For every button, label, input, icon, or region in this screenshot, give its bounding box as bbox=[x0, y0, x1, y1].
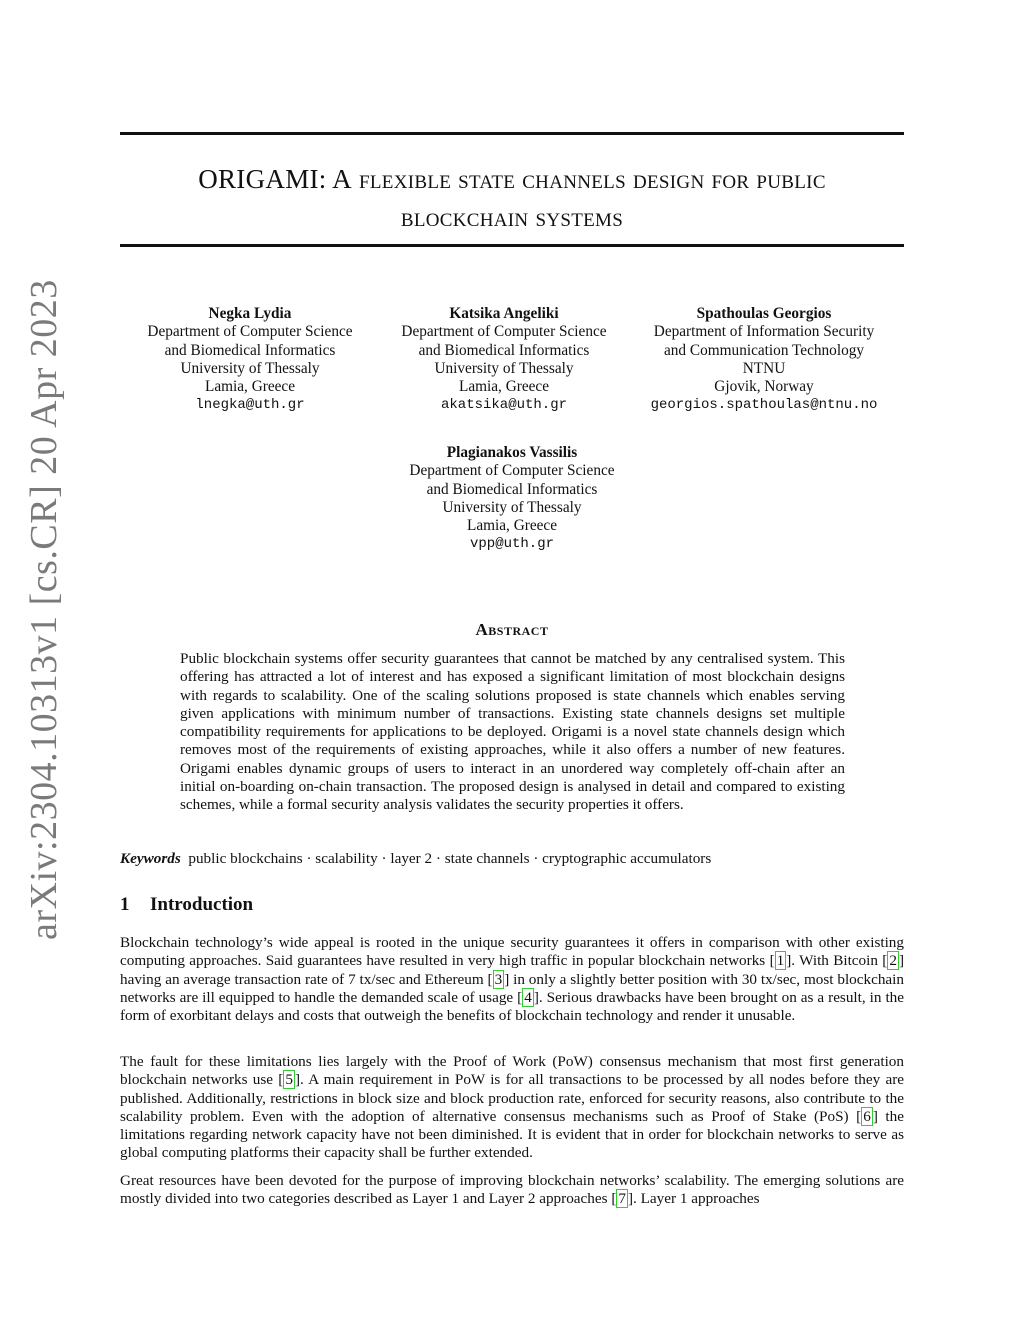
citation-link[interactable]: 5 bbox=[285, 1071, 293, 1089]
author-name: Katsika Angeliki bbox=[449, 305, 559, 322]
abstract-text: Public blockchain systems offer security guarantees that cannot be matched by any centralised system. This offering has attracted a lot of interest and has exposed a significant limitation of most blockchain designs with regards to scalability. One of the scaling solutions proposed is state channels which enables serving given applications with minimum number of transactions. Existing state channels designs set multiple compatibility requirements for applications to be deployed. Origami is a novel state channels design which removes most of the requirements of existing approaches, while it also offers a number of new features. Origami enables dynamic groups of users to interact in an unordered way completely off-chain after an initial on-boarding on-chain transaction. The proposed design is analysed in detail and compared to existing schemes, while a formal security analysis validates the security properties it offers. bbox=[180, 650, 845, 814]
author-city: Lamia, Greece bbox=[458, 378, 550, 396]
para-text: the limitations regarding network capacity have not been diminished. It is evident that in order for blockchain networks to serve as global computing platforms their capacity shall be further extended. bbox=[120, 1107, 904, 1162]
paper-title bbox=[120, 160, 904, 236]
keywords-label: Keywords bbox=[120, 850, 181, 867]
citation-link[interactable]: 2 bbox=[889, 952, 897, 970]
citation-link[interactable]: 3 bbox=[494, 970, 503, 988]
author-dept: and Biomedical Informatics bbox=[426, 480, 598, 498]
para-text: . Serious drawbacks have been brought on as a result, in the form of exorbitant delays and costs that outweigh the benefits of blockchain technology and render it unusable. bbox=[120, 988, 904, 1025]
para-text: having an average transaction rate of 7 tx/sec and Ethereum bbox=[120, 970, 488, 988]
title-lead: ORIGAMI: A bbox=[198, 164, 352, 194]
title-rest-line1: flexible state channels design for public bbox=[351, 164, 826, 194]
para-text: . Layer 1 approaches bbox=[633, 1190, 760, 1208]
section-heading bbox=[120, 894, 253, 916]
author-univ: University of Thessaly bbox=[442, 498, 582, 516]
author-name: Spathoulas Georgios bbox=[696, 305, 832, 322]
author-univ: University of Thessaly bbox=[180, 359, 320, 377]
citation-link[interactable]: 6 bbox=[863, 1107, 871, 1125]
author-dept: and Communication Technology bbox=[663, 341, 865, 359]
keywords-line bbox=[120, 850, 711, 868]
author-block bbox=[634, 305, 894, 415]
author-univ: University of Thessaly bbox=[434, 359, 574, 377]
author-city: Lamia, Greece bbox=[466, 517, 558, 535]
author-dept: Department of Computer Science bbox=[147, 323, 353, 341]
author-name: Negka Lydia bbox=[208, 305, 292, 322]
author-email[interactable]: lnegka@uth.gr bbox=[195, 397, 305, 414]
author-univ: NTNU bbox=[742, 359, 786, 377]
author-city: Gjovik, Norway bbox=[714, 378, 814, 396]
para-text: Blockchain technology’s wide appeal is rooted in the unique security guarantees it offers in comparison with other existing computing approaches. Said guarantees have resulted in very high traffic in popular blockchain networks bbox=[120, 934, 904, 970]
author-dept: Department of Information Security bbox=[653, 323, 875, 341]
author-block bbox=[382, 444, 642, 554]
intro-paragraph-2: The fault for these limitations lies largely with the Proof of Work (PoW) consensus mechanism that most first generation blockchain networks use [ 5 ]. A main requirement in PoW is for all transactions to be processed by all nodes before they are published. Additionally, restrictions in block size and block production rate, enforced for security reasons, also contribute to the scalability problem. Even with the adoption of alternative consensus mechanisms such as Proof of Stake (PoS) [ 6 ] the limitations regarding network capacity have not been diminished. It is evident that in order for blockchain networks to serve as global computing platforms their capacity shall be further extended. bbox=[120, 1053, 904, 1162]
intro-paragraph-3: Great resources have been devoted for the purpose of improving blockchain networks’ scalability. The emerging solutions are mostly divided into two categories described as Layer 1 and Layer 2 approaches [ 7 ]. Layer 1 approaches bbox=[120, 1172, 904, 1208]
section-title: Introduction bbox=[150, 894, 254, 915]
author-email[interactable]: akatsika@uth.gr bbox=[440, 397, 568, 414]
title-rule-bottom bbox=[120, 244, 904, 247]
para-text: . A main requirement in PoW is for all transactions to be processed by all nodes before they are published. Additionally, restrictions in block size and block production rate, enforced for security reasons, also contribute to the scalability problem. Even with the adoption of alternative consensus mechanisms such as Proof of Stake (PoS) bbox=[120, 1071, 904, 1125]
author-block bbox=[374, 305, 634, 415]
author-dept: Department of Computer Science bbox=[409, 462, 615, 480]
title-line2: blockchain systems bbox=[400, 202, 624, 232]
author-name: Plagianakos Vassilis bbox=[446, 444, 578, 461]
para-text: The fault for these limitations lies largely with the Proof of Work (PoW) consensus mechanism that most first generation blockchain networks use bbox=[120, 1053, 904, 1089]
intro-paragraph-1: Blockchain technology’s wide appeal is rooted in the unique security guarantees it offers in comparison with other existing computing approaches. Said guarantees have resulted in very high traffic in popular blockchain networks [ 1 ]. With Bitcoin [ 2 ] having an average transaction rate of 7 tx/sec and Ethereum [ 3 ] in only a slightly better position with 30 tx/sec, most blockchain networks are ill equipped to handle the demanded scale of usage [ 4 ]. Serious drawbacks have been brought on as a result, in the form of exorbitant delays and costs that outweigh the benefits of blockchain technology and render it unusable. bbox=[120, 934, 904, 1025]
keywords-text: public blockchains · scalability · layer 2 · state channels · cryptographic accumulators bbox=[188, 850, 712, 867]
author-dept: and Biomedical Informatics bbox=[418, 341, 590, 359]
para-text: . With Bitcoin bbox=[791, 952, 883, 970]
section-number: 1 bbox=[120, 894, 130, 915]
citation-link[interactable]: 7 bbox=[618, 1190, 626, 1208]
para-text: Great resources have been devoted for the purpose of improving blockchain networks’ scalability. The emerging solutions are mostly divided into two categories described as Layer 1 and Layer 2 approaches bbox=[120, 1172, 904, 1208]
author-email[interactable]: georgios.spathoulas@ntnu.no bbox=[650, 397, 878, 414]
author-city: Lamia, Greece bbox=[204, 378, 296, 396]
citation-link[interactable]: 4 bbox=[524, 988, 532, 1006]
author-dept: Department of Computer Science bbox=[401, 323, 607, 341]
author-block bbox=[120, 305, 380, 415]
arxiv-stamp: arXiv:2304.10313v1 [cs.CR] 20 Apr 2023 bbox=[23, 279, 65, 940]
abstract-heading: Abstract bbox=[475, 620, 549, 639]
para-text: in only a slightly better position with 30 tx/sec, most blockchain networks are ill equipped to handle the demanded scale of usage bbox=[120, 970, 904, 1006]
citation-link[interactable]: 1 bbox=[776, 952, 785, 970]
author-dept: and Biomedical Informatics bbox=[164, 341, 336, 359]
author-email[interactable]: vpp@uth.gr bbox=[469, 536, 554, 553]
title-rule-top bbox=[120, 132, 904, 135]
